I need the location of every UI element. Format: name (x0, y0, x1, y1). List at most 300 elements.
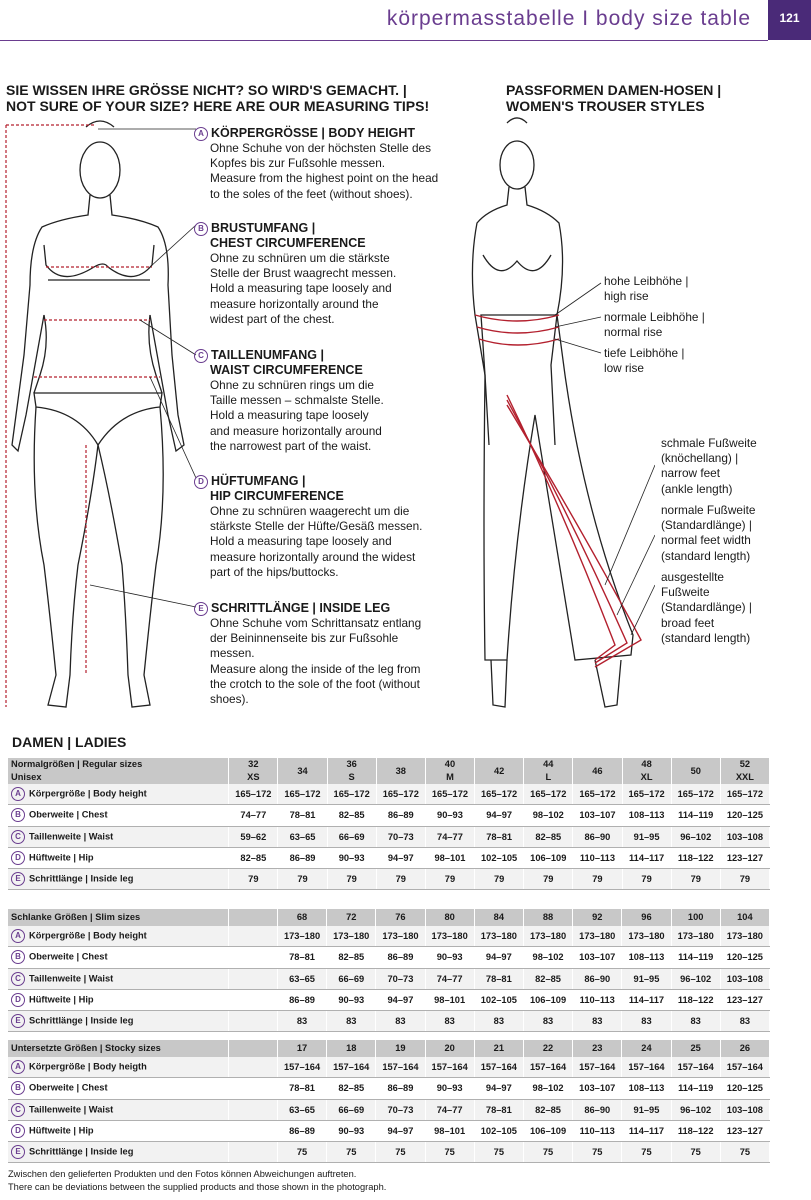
table-row (8, 1057, 770, 1078)
table-cell: 79 (573, 869, 622, 890)
table-cell: 96–102 (671, 826, 720, 847)
size-header-cell (524, 758, 573, 784)
measuring-heading (6, 82, 506, 114)
table-cell: 165–172 (425, 784, 474, 805)
table-row (8, 926, 770, 947)
table-cell: 70–73 (376, 826, 425, 847)
letter-a-icon: A (194, 127, 208, 141)
label-line: Fußweite (661, 585, 710, 600)
table-cell: 173–180 (376, 926, 425, 947)
table-cell: 83 (622, 1011, 671, 1032)
size-header-cell (671, 1040, 720, 1057)
tip-title: KÖRPERGRÖSSE | BODY HEIGHT (211, 126, 415, 140)
tip-line: Hold a measuring tape loosely (210, 408, 369, 423)
measure-letter-icon: A (11, 1060, 25, 1074)
table-cell: 118–122 (671, 989, 720, 1010)
table-cell: 74–77 (425, 1099, 474, 1120)
table-cell: 114–117 (622, 989, 671, 1010)
table-cell: 98–102 (524, 805, 573, 826)
table-cell: 94–97 (376, 989, 425, 1010)
table-cell: 103–107 (573, 1078, 622, 1099)
letter-e-icon: E (194, 602, 208, 616)
size-header-cell (720, 909, 769, 926)
table-cell: 82–85 (327, 805, 376, 826)
unisex-size: M (446, 772, 454, 782)
size-header-cell (376, 758, 425, 784)
table-cell: 75 (474, 1142, 523, 1163)
table-cell: 108–113 (622, 1078, 671, 1099)
size-number: 100 (687, 912, 704, 922)
page-header-title: körpermasstabelle I body size table (386, 7, 751, 30)
tip-line: Ohne Schuhe vom Schrittansatz entlang (210, 616, 422, 630)
size-number: 96 (641, 912, 652, 922)
size-number: 18 (346, 1043, 357, 1053)
size-header-cell (277, 909, 326, 926)
table-cell: 103–108 (720, 968, 769, 989)
tip-line: Hold a measuring tape loosely and (210, 281, 392, 296)
label-line: (Standardlänge) | (661, 600, 752, 615)
table-cell: 79 (671, 869, 720, 890)
table-cell: 83 (523, 1011, 572, 1032)
table-cell: 165–172 (327, 784, 376, 805)
table-cell: 90–93 (327, 989, 376, 1010)
size-header-cell (720, 1040, 769, 1057)
table-cell: 78–81 (277, 947, 326, 968)
rise-label-low (604, 346, 684, 376)
table-cell: 123–127 (720, 847, 769, 868)
label-line: normale Leibhöhe | (604, 310, 705, 324)
row-label-cell (8, 1011, 229, 1032)
table-cell: 75 (622, 1142, 671, 1163)
tip-line: the crotch to the sole of the foot (without (210, 676, 420, 691)
size-number: 23 (592, 1043, 603, 1053)
table-header-row (8, 1040, 770, 1057)
tip-title: TAILLENUMFANG | (211, 348, 324, 362)
size-header-cell (229, 909, 278, 926)
table-row (8, 826, 770, 847)
label-line: (standard length) (661, 548, 751, 563)
feet-label-normal (661, 503, 755, 564)
row-label: Schrittlänge | Inside leg (29, 1015, 134, 1026)
tip-line: Stelle der Brust waagrecht messen. (210, 266, 397, 281)
size-header-cell (425, 909, 474, 926)
row-label: Hüftweite | Hip (29, 852, 94, 863)
table-cell: 66–69 (327, 1099, 376, 1120)
measuring-heading-line1: SIE WISSEN IHRE GRÖSSE NICHT? SO WIRD'S GEMACHT. | (6, 82, 407, 98)
size-number: 48 (641, 759, 652, 769)
tip-title-2: HIP CIRCUMFERENCE (210, 489, 344, 503)
table-row (8, 968, 770, 989)
table-cell: 173–180 (327, 926, 376, 947)
measuring-heading-line2: NOT SURE OF YOUR SIZE? HERE ARE OUR MEASURING TIPS! (6, 98, 430, 114)
table-cell: 173–180 (573, 926, 622, 947)
table-cell: 83 (277, 1011, 326, 1032)
row-label-cell (8, 847, 229, 868)
table-header-label (8, 758, 229, 784)
size-header-cell (278, 758, 327, 784)
table-cell: 157–164 (425, 1057, 474, 1078)
table-cell: 173–180 (523, 926, 572, 947)
size-table-title: DAMEN | LADIES (12, 734, 127, 750)
row-label: Körpergröße | Body height (29, 788, 147, 799)
table-cell: 90–93 (425, 947, 474, 968)
table-cell: 118–122 (671, 1120, 720, 1141)
slim-size-table (8, 909, 770, 1032)
table-cell: 83 (671, 1011, 720, 1032)
table-cell: 173–180 (671, 926, 720, 947)
table-header-label (8, 909, 229, 926)
unisex-size: XS (247, 772, 260, 782)
table-cell: 103–108 (720, 1099, 769, 1120)
row-label: Oberweite | Chest (29, 809, 108, 820)
row-label-cell (8, 784, 229, 805)
table-cell: 79 (376, 869, 425, 890)
table-cell: 75 (277, 1142, 326, 1163)
table-cell: 75 (327, 1142, 376, 1163)
table-cell: 98–102 (523, 1078, 572, 1099)
tip-line: the narrowest part of the waist. (210, 438, 372, 453)
size-number: 76 (395, 912, 406, 922)
table-cell: 103–107 (573, 805, 622, 826)
table-cell: 86–89 (278, 847, 327, 868)
table-cell: 83 (474, 1011, 523, 1032)
table-cell: 74–77 (425, 826, 474, 847)
table-cell: 86–89 (376, 1078, 425, 1099)
table-cell: 157–164 (622, 1057, 671, 1078)
stocky-size-table (8, 1040, 770, 1163)
letter-b-icon: B (194, 222, 208, 236)
table-cell: 123–127 (720, 1120, 769, 1141)
table-cell: 90–93 (327, 847, 376, 868)
size-header-cell (720, 758, 769, 784)
row-label-cell (8, 968, 229, 989)
table-cell: 173–180 (474, 926, 523, 947)
table-cell: 165–172 (278, 784, 327, 805)
normal-rise-line (477, 327, 559, 333)
size-header-cell (523, 909, 572, 926)
table-cell: 120–125 (720, 1078, 769, 1099)
table-cell: 91–95 (622, 826, 671, 847)
table-cell: 82–85 (327, 947, 376, 968)
table-cell: 90–93 (327, 1120, 376, 1141)
row-label-cell (8, 1120, 229, 1141)
row-label-cell (8, 826, 229, 847)
table-cell: 98–101 (425, 989, 474, 1010)
size-number: 84 (493, 912, 505, 922)
row-label-cell (8, 1078, 229, 1099)
size-header-cell (573, 758, 622, 784)
row-label: Taillenweite | Waist (29, 831, 114, 842)
measure-letter-icon: E (11, 1145, 25, 1159)
table-cell: 114–119 (671, 947, 720, 968)
table-cell: 83 (720, 1011, 769, 1032)
tip-body-height (194, 126, 494, 202)
size-number: 88 (542, 912, 554, 922)
row-label-cell (8, 1057, 229, 1078)
table-cell: 79 (229, 869, 278, 890)
label-line: tiefe Leibhöhe | (604, 346, 685, 360)
table-header-row (8, 909, 770, 926)
rise-label-normal (604, 310, 705, 340)
measure-letter-icon: C (11, 972, 25, 986)
table-cell: 79 (425, 869, 474, 890)
table-cell: 173–180 (622, 926, 671, 947)
table-cell: 165–172 (671, 784, 720, 805)
label-line: low rise (604, 361, 644, 376)
table-cell: 157–164 (573, 1057, 622, 1078)
table-cell: 94–97 (376, 1120, 425, 1141)
size-header-cell (425, 758, 474, 784)
table-cell: 90–93 (425, 805, 474, 826)
table-cell: 91–95 (622, 1099, 671, 1120)
table-cell (229, 1057, 278, 1078)
table-cell: 75 (523, 1142, 572, 1163)
figure-head (80, 142, 120, 198)
label-line: narrow feet (661, 466, 721, 481)
rise-label-high (604, 274, 688, 304)
table-cell (229, 1120, 278, 1141)
table-cell: 75 (671, 1142, 720, 1163)
size-number: 104 (737, 912, 753, 922)
tip-line: measure horizontally around the (210, 296, 379, 311)
unisex-size: S (348, 772, 355, 782)
table-row (8, 1142, 770, 1163)
size-number: 34 (297, 765, 308, 776)
size-header-cell (622, 758, 671, 784)
size-number: 25 (690, 1043, 701, 1053)
tip-line: Ohne zu schnüren rings um die (210, 378, 374, 392)
table-cell (229, 1011, 278, 1032)
tip-line: to the soles of the feet (without shoes). (210, 186, 413, 201)
table-cell: 165–172 (475, 784, 524, 805)
tip-line: Taille messen – schmalste Stelle. (210, 393, 384, 408)
table-cell: 86–89 (376, 805, 425, 826)
table-cell: 83 (425, 1011, 474, 1032)
trousers-heading (506, 82, 806, 114)
unisex-size: XXL (735, 772, 754, 782)
table-cell: 98–101 (425, 1120, 474, 1141)
table-cell: 102–105 (474, 1120, 523, 1141)
table-cell: 118–122 (671, 847, 720, 868)
table-cell: 63–65 (278, 826, 327, 847)
table-cell: 165–172 (622, 784, 671, 805)
tip-line: Kopfes bis zur Fußsohle messen. (210, 156, 386, 171)
table-cell: 106–109 (523, 989, 572, 1010)
table-cell: 59–62 (229, 826, 278, 847)
size-number: 21 (493, 1043, 505, 1053)
row-label-cell (8, 947, 229, 968)
table-cell: 173–180 (720, 926, 769, 947)
tip-line: widest part of the chest. (210, 311, 335, 326)
label-line: normale Fußweite (661, 503, 756, 517)
size-header-cell (376, 1040, 425, 1057)
table-cell: 79 (622, 869, 671, 890)
table-cell: 74–77 (425, 968, 474, 989)
table-cell: 63–65 (277, 1099, 326, 1120)
table-cell: 114–117 (622, 1120, 671, 1141)
tip-line: measure horizontally around the widest (210, 549, 416, 564)
table-cell: 82–85 (523, 968, 572, 989)
table-cell: 66–69 (327, 826, 376, 847)
tip-line: Ohne zu schnüren waagerecht um die (210, 504, 410, 518)
table-cell: 165–172 (376, 784, 425, 805)
table-cell (229, 926, 278, 947)
tip-title: BRUSTUMFANG | (211, 221, 316, 235)
row-label: Schrittlänge | Inside leg (29, 873, 134, 884)
label-line: ausgestellte (661, 570, 724, 584)
table-cell: 106–109 (523, 1120, 572, 1141)
table-cell: 103–108 (720, 826, 769, 847)
tip-hip (194, 474, 494, 580)
unisex-label: Unisex (11, 772, 42, 782)
table-cell: 91–95 (622, 968, 671, 989)
measure-letter-icon: A (11, 929, 25, 943)
row-label: Taillenweite | Waist (29, 973, 114, 984)
size-header-cell (327, 909, 376, 926)
measure-letter-icon: D (11, 851, 25, 865)
tip-inside-leg (194, 601, 494, 707)
size-header-cell (474, 909, 523, 926)
measure-letter-icon: C (11, 1103, 25, 1117)
table-cell: 110–113 (573, 1120, 622, 1141)
table-cell: 79 (720, 869, 769, 890)
row-label: Körpergröße | Body height (29, 930, 147, 941)
size-number: 42 (493, 765, 505, 776)
table-cell: 120–125 (720, 947, 769, 968)
table-cell (229, 1142, 278, 1163)
tip-title-2: WAIST CIRCUMFERENCE (210, 363, 363, 377)
table-row (8, 989, 770, 1010)
table-cell: 165–172 (524, 784, 573, 805)
table-cell: 165–172 (573, 784, 622, 805)
measure-letter-icon: B (11, 1081, 25, 1095)
table-cell: 86–90 (573, 826, 622, 847)
table-cell: 82–85 (523, 1099, 572, 1120)
tip-title-2: CHEST CIRCUMFERENCE (210, 236, 366, 250)
size-header-cell (229, 1040, 278, 1057)
table-cell: 173–180 (277, 926, 326, 947)
row-label-cell (8, 805, 229, 826)
table-row (8, 947, 770, 968)
table-cell (229, 947, 278, 968)
table-cell: 96–102 (671, 968, 720, 989)
table-row (8, 869, 770, 890)
table-cell: 165–172 (720, 784, 769, 805)
table-cell: 79 (475, 869, 524, 890)
tip-chest (194, 221, 494, 327)
label-line: hohe Leibhöhe | (604, 274, 689, 288)
footnote (8, 1168, 386, 1194)
table-cell: 86–89 (376, 947, 425, 968)
table-cell: 83 (376, 1011, 425, 1032)
row-label-cell (8, 926, 229, 947)
table-cell: 79 (524, 869, 573, 890)
measure-letter-icon: A (11, 787, 25, 801)
row-label-cell (8, 1099, 229, 1120)
tip-line: Measure from the highest point on the head (210, 171, 439, 186)
measure-letter-icon: D (11, 1124, 25, 1138)
size-number: 20 (444, 1043, 455, 1053)
row-label: Oberweite | Chest (29, 951, 108, 962)
letter-c-icon: C (194, 349, 208, 363)
size-header-cell (475, 758, 524, 784)
table-row (8, 1078, 770, 1099)
table-cell: 157–164 (720, 1057, 769, 1078)
narrow-feet-line (507, 395, 615, 660)
size-number: 50 (690, 765, 701, 776)
body-measure-figure (0, 115, 200, 720)
size-header-cell (573, 909, 622, 926)
tip-line: der Beininnenseite bis zur Fußsohle (210, 631, 399, 646)
table-cell: 75 (425, 1142, 474, 1163)
row-label: Hüftweite | Hip (29, 994, 94, 1005)
table-cell (229, 1078, 278, 1099)
table-cell: 102–105 (475, 847, 524, 868)
label-line: (Standardlänge) | (661, 518, 752, 533)
table-cell: 108–113 (622, 947, 671, 968)
table-cell: 82–85 (327, 1078, 376, 1099)
header-rule (0, 40, 768, 41)
tip-line: Measure along the inside of the leg from (210, 661, 421, 676)
table-cell (229, 1099, 278, 1120)
size-number: 44 (543, 759, 554, 769)
table-cell: 157–164 (671, 1057, 720, 1078)
tip-line: Ohne zu schnüren um die stärkste (210, 251, 390, 265)
table-cell: 79 (278, 869, 327, 890)
tip-line: shoes). (210, 692, 249, 707)
page-number: 121 (768, 0, 811, 40)
size-number: 72 (346, 912, 357, 922)
table-cell: 96–102 (671, 1099, 720, 1120)
table-cell: 110–113 (573, 847, 622, 868)
row-label-cell (8, 989, 229, 1010)
tip-line: Hold a measuring tape loosely and (210, 534, 392, 549)
table-cell: 157–164 (277, 1057, 326, 1078)
size-header-cell (376, 909, 425, 926)
measure-letter-icon: B (11, 950, 25, 964)
size-number: 26 (739, 1043, 751, 1053)
measure-letter-icon: B (11, 808, 25, 822)
table-header-row (8, 758, 770, 784)
size-header-cell (425, 1040, 474, 1057)
trouser-styles-figure (455, 115, 655, 715)
table-cell: 94–97 (376, 847, 425, 868)
table-cell: 79 (327, 869, 376, 890)
size-number: 17 (296, 1043, 308, 1053)
size-group-label: Untersetzte Größen | Stocky sizes (11, 1043, 161, 1053)
table-cell: 82–85 (524, 826, 573, 847)
table-cell: 66–69 (327, 968, 376, 989)
table-cell: 75 (573, 1142, 622, 1163)
size-number: 92 (592, 912, 603, 922)
measure-letter-icon: E (11, 872, 25, 886)
row-label: Schrittlänge | Inside leg (29, 1146, 134, 1157)
table-cell: 98–101 (425, 847, 474, 868)
tip-line: messen. (210, 646, 255, 661)
table-cell: 82–85 (229, 847, 278, 868)
table-cell: 157–164 (474, 1057, 523, 1078)
size-number: 38 (395, 765, 406, 776)
footnote-line: There can be deviations between the supplied products and those shown in the photograph. (8, 1182, 387, 1192)
table-cell: 157–164 (523, 1057, 572, 1078)
label-line: (standard length) (661, 630, 751, 645)
size-number: 46 (592, 765, 603, 776)
label-line: high rise (604, 289, 649, 304)
table-cell: 114–119 (671, 805, 720, 826)
label-line: (knöchellang) | (661, 451, 739, 466)
table-cell: 98–102 (523, 947, 572, 968)
table-row (8, 1120, 770, 1141)
